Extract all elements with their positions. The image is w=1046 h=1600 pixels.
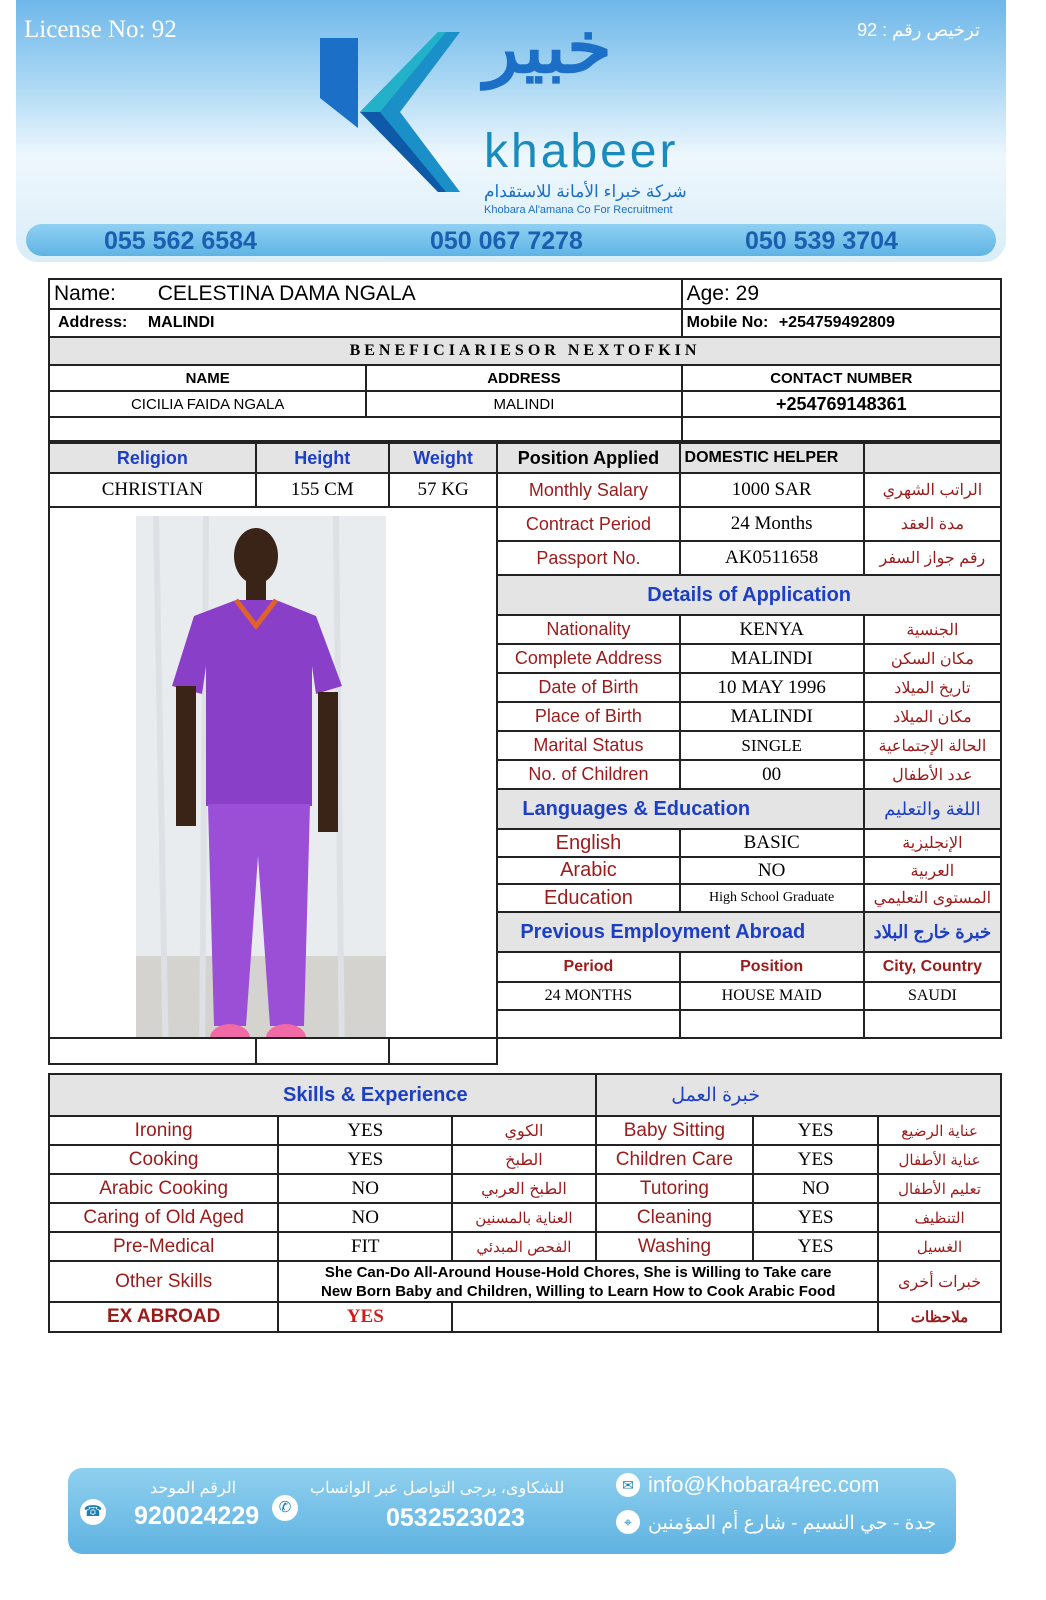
whatsapp-label: للشكاوى، يرجى التواصل عبر الواتساب <box>310 1480 565 1497</box>
children-arabic: عدد الأطفال <box>864 760 1001 789</box>
skill-cleaning-arabic: التنظيف <box>878 1203 1001 1232</box>
ex-abroad-value: YES <box>278 1302 452 1332</box>
employment-city: SAUDI <box>864 982 1001 1010</box>
height-value: 155 CM <box>256 473 389 507</box>
employment-title-arabic: خبرة خارج البلاد <box>864 912 1001 952</box>
arabic-arabic: العربية <box>864 857 1001 884</box>
email-icon: ✉ <box>616 1473 640 1497</box>
english-arabic: الإنجليزية <box>864 829 1001 857</box>
skill-cleaning-label: Cleaning <box>596 1203 754 1232</box>
applicant-info-table <box>48 278 1002 442</box>
skill-baby-sitting-arabic: عناية الرضيع <box>878 1116 1001 1145</box>
empty-cell <box>864 443 1001 473</box>
religion-value: CHRISTIAN <box>49 473 256 507</box>
employment-title: Previous Employment Abroad <box>497 912 863 952</box>
skill-washing-label: Washing <box>596 1232 754 1261</box>
kin-header-name: NAME <box>49 365 366 391</box>
applicant-mobile: +254759492809 <box>778 314 895 331</box>
contract-label: Contract Period <box>497 507 679 541</box>
skill-washing-arabic: الغسيل <box>878 1232 1001 1261</box>
salary-label: Monthly Salary <box>497 473 679 507</box>
kin-header-contact: CONTACT NUMBER <box>682 365 1001 391</box>
pob-value: MALINDI <box>680 702 864 731</box>
details-title: Details of Application <box>497 575 1001 615</box>
skill-caring-old-aged-value: NO <box>278 1203 452 1232</box>
name-label: Name: <box>54 282 116 305</box>
english-label: English <box>497 829 679 857</box>
whatsapp-icon: ✆ <box>272 1495 298 1521</box>
skill-washing-value: YES <box>753 1232 878 1261</box>
photo-cell <box>49 507 497 1038</box>
other-skills-label: Other Skills <box>49 1261 278 1302</box>
skill-pre-medical-label: Pre-Medical <box>49 1232 278 1261</box>
skill-pre-medical-arabic: الفحص المبدئي <box>452 1232 595 1261</box>
unified-number-label: الرقم الموحد <box>150 1480 237 1497</box>
phone-number-2: 050 067 7278 <box>430 227 583 255</box>
empty-cell <box>682 417 1001 441</box>
employment-header-period: Period <box>497 952 679 982</box>
license-number-arabic: ترخيص رقم : 92 <box>857 20 980 40</box>
skill-arabic-cooking-value: NO <box>278 1174 452 1203</box>
english-value: BASIC <box>680 829 864 857</box>
weight-header: Weight <box>389 443 498 473</box>
skills-title-arabic: خبرة العمل <box>596 1074 1001 1116</box>
address-cell <box>49 309 682 337</box>
education-value: High School Graduate <box>680 884 864 912</box>
education-label: Education <box>497 884 679 912</box>
languages-title: Languages & Education <box>497 789 863 829</box>
skill-tutoring-label: Tutoring <box>596 1174 754 1203</box>
logo-tagline-arabic: شركة خبراء الأمانة للاستقدام <box>484 182 687 201</box>
employment-period: 24 MONTHS <box>497 982 679 1010</box>
weight-value: 57 KG <box>389 473 498 507</box>
remarks-arabic: ملاحظات <box>878 1302 1001 1332</box>
skill-caring-old-aged-arabic: العناية بالمسنين <box>452 1203 595 1232</box>
height-header: Height <box>256 443 389 473</box>
languages-title-arabic: اللغة والتعليم <box>864 789 1001 829</box>
marital-value: SINGLE <box>680 731 864 760</box>
children-label: No. of Children <box>497 760 679 789</box>
other-skills-line-1: She Can-Do All-Around House-Hold Chores, She is Willing to Take care <box>324 1263 832 1281</box>
passport-value: AK0511658 <box>680 541 864 575</box>
pob-label: Place of Birth <box>497 702 679 731</box>
other-skills-text <box>278 1261 878 1302</box>
pob-arabic: مكان الميلاد <box>864 702 1001 731</box>
kin-header-address: ADDRESS <box>366 365 681 391</box>
position-applied-value: DOMESTIC HELPER <box>680 443 864 473</box>
remarks-cell <box>452 1302 878 1332</box>
nationality-label: Nationality <box>497 615 679 644</box>
application-details-table <box>48 442 1002 1065</box>
children-value: 00 <box>680 760 864 789</box>
passport-arabic: رقم جواز السفر <box>864 541 1001 575</box>
logo-english-text: khabeer <box>484 125 679 178</box>
location-address: جدة - حي النسيم - شارع أم المؤمنين <box>648 1513 937 1534</box>
name-cell <box>49 279 682 309</box>
contract-value: 24 Months <box>680 507 864 541</box>
applicant-age: Age: 29 <box>682 279 1001 309</box>
arabic-value: NO <box>680 857 864 884</box>
skill-arabic-cooking-arabic: الطبخ العربي <box>452 1174 595 1203</box>
applicant-photo <box>136 516 386 1038</box>
address-label: Address: <box>58 314 128 331</box>
employment-header-position: Position <box>680 952 864 982</box>
license-number: License No: 92 <box>24 16 177 43</box>
education-arabic: المستوى التعليمي <box>864 884 1001 912</box>
skills-table <box>48 1073 1002 1333</box>
dob-arabic: تاريخ الميلاد <box>864 673 1001 702</box>
applicant-name: CELESTINA DAMA NGALA <box>157 282 416 305</box>
skill-cleaning-value: YES <box>753 1203 878 1232</box>
marital-label: Marital Status <box>497 731 679 760</box>
skill-cooking-arabic: الطبخ <box>452 1145 595 1174</box>
whatsapp-number: 0532523023 <box>386 1504 526 1532</box>
complete-address-value: MALINDI <box>680 644 864 673</box>
phone-number-1: 055 562 6584 <box>104 227 257 255</box>
religion-header: Religion <box>49 443 256 473</box>
applicant-address: MALINDI <box>147 314 215 331</box>
kin-section-title: BENEFICIARIESOR NEXTOFKIN <box>49 337 1001 365</box>
mobile-cell <box>682 309 1001 337</box>
ex-abroad-label: EX ABROAD <box>49 1302 278 1332</box>
complete-address-arabic: مكان السكن <box>864 644 1001 673</box>
phone-icon: ☎ <box>80 1499 106 1525</box>
skill-cooking-value: YES <box>278 1145 452 1174</box>
salary-arabic: الراتب الشهري <box>864 473 1001 507</box>
skill-ironing-arabic: الكوي <box>452 1116 595 1145</box>
skill-pre-medical-value: FIT <box>278 1232 452 1261</box>
dob-value: 10 MAY 1996 <box>680 673 864 702</box>
empty-cell <box>389 1038 498 1064</box>
empty-cell <box>256 1038 389 1064</box>
kin-name: CICILIA FAIDA NGALA <box>49 391 366 417</box>
position-applied-header: Position Applied <box>497 443 679 473</box>
skill-caring-old-aged-label: Caring of Old Aged <box>49 1203 278 1232</box>
skill-cooking-label: Cooking <box>49 1145 278 1174</box>
empty-cell <box>49 1038 256 1064</box>
unified-number: 920024229 <box>134 1502 260 1530</box>
location-pin-icon: ⌖ <box>616 1510 640 1534</box>
other-skills-arabic: خبرات أخرى <box>878 1261 1001 1302</box>
skill-baby-sitting-value: YES <box>753 1116 878 1145</box>
empty-cell <box>864 1010 1001 1038</box>
skills-title: Skills & Experience <box>49 1074 596 1116</box>
logo-arabic-text: خبير <box>484 8 612 88</box>
complete-address-label: Complete Address <box>497 644 679 673</box>
passport-label: Passport No. <box>497 541 679 575</box>
skill-children-care-label: Children Care <box>596 1145 754 1174</box>
mobile-label: Mobile No: <box>686 314 769 331</box>
skill-baby-sitting-label: Baby Sitting <box>596 1116 754 1145</box>
skill-tutoring-arabic: تعليم الأطفال <box>878 1174 1001 1203</box>
skill-children-care-value: YES <box>753 1145 878 1174</box>
skill-tutoring-value: NO <box>753 1174 878 1203</box>
employment-position: HOUSE MAID <box>680 982 864 1010</box>
other-skills-line-2: New Born Baby and Children, Willing to Learn How to Cook Arabic Food <box>321 1282 836 1300</box>
empty-cell <box>680 1010 864 1038</box>
skill-children-care-arabic: عناية الأطفال <box>878 1145 1001 1174</box>
email-address[interactable]: info@Khobara4rec.com <box>648 1472 880 1497</box>
kin-contact: +254769148361 <box>682 391 1001 417</box>
empty-cell <box>49 417 682 441</box>
salary-value: 1000 SAR <box>680 473 864 507</box>
empty-cell <box>497 1010 679 1038</box>
skill-arabic-cooking-label: Arabic Cooking <box>49 1174 278 1203</box>
nationality-value: KENYA <box>680 615 864 644</box>
employment-header-city: City, Country <box>864 952 1001 982</box>
kin-address: MALINDI <box>366 391 681 417</box>
dob-label: Date of Birth <box>497 673 679 702</box>
marital-arabic: الحالة الإجتماعية <box>864 731 1001 760</box>
skill-ironing-label: Ironing <box>49 1116 278 1145</box>
khabeer-logo-icon <box>320 28 460 196</box>
nationality-arabic: الجنسية <box>864 615 1001 644</box>
phone-number-3: 050 539 3704 <box>745 227 898 255</box>
skill-ironing-value: YES <box>278 1116 452 1145</box>
arabic-label: Arabic <box>497 857 679 884</box>
contract-arabic: مدة العقد <box>864 507 1001 541</box>
logo-tagline-english: Khobara Al'amana Co For Recruitment <box>484 204 673 216</box>
